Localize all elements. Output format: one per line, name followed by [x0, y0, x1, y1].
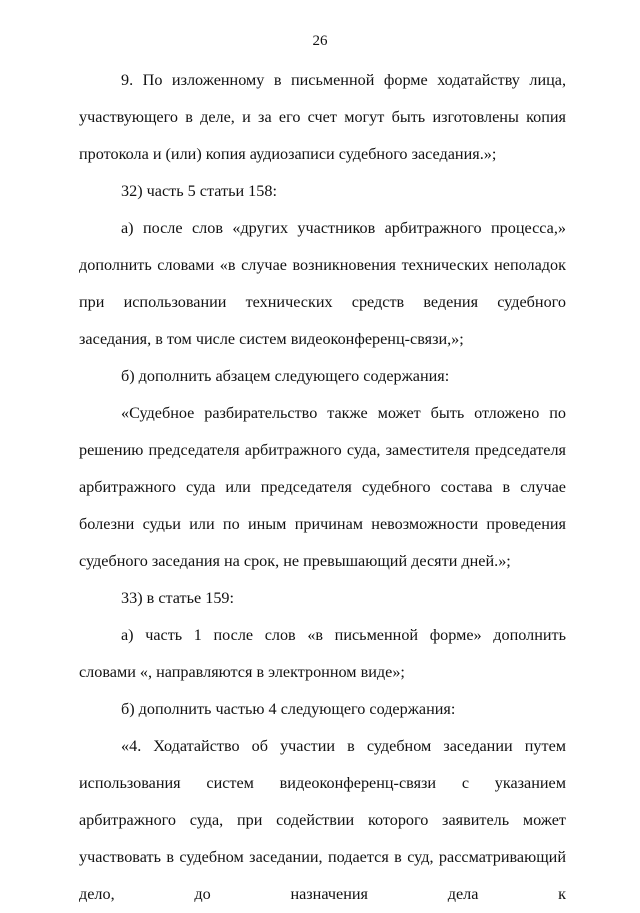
paragraph-item-9: 9. По изложенному в письменной форме ходатайству лица, участвующего в деле, и за его счет могут быть изготовлены копия протокола и (или) копия аудиозаписи судебного заседания.»; — [79, 71, 566, 163]
page-number: 26 — [312, 33, 328, 49]
paragraph-subpoint-b-159: б) дополнить частью 4 следующего содержания: — [121, 700, 456, 718]
paragraph-point-32: 32) часть 5 статьи 158: — [121, 182, 277, 200]
paragraph-point-33: 33) в статье 159: — [121, 589, 235, 607]
document-body — [79, 62, 566, 913]
paragraph-subpoint-a-158: а) после слов «других участников арбитражного процесса,» дополнить словами «в случае возникновения технических неполадок при использовании технических средств ведения судебного заседания, в том числе систем видеоконференц-связи,»; — [79, 219, 566, 348]
paragraph-quoted-item-4: «4. Ходатайство об участии в судебном заседании путем использования систем видеоконференц-связи с указанием арбитражного суда, при содействии которого заявитель может участвовать в судебном заседании, подается в суд, рассматривающий дело, до назначения дела к — [79, 737, 566, 903]
paragraph-subpoint-b-158: б) дополнить абзацем следующего содержания: — [121, 367, 450, 385]
paragraph-subpoint-a-159: а) часть 1 после слов «в письменной форме» дополнить словами «, направляются в электронном виде»; — [79, 626, 566, 681]
paragraph-quoted-adjournment: «Судебное разбирательство также может быть отложено по решению председателя арбитражного суда, заместителя председателя арбитражного суда или председателя судебного состава в случае болезни судьи или по иным причинам невозможности проведения судебного заседания на срок, не превышающий десяти дней.»; — [79, 404, 566, 570]
